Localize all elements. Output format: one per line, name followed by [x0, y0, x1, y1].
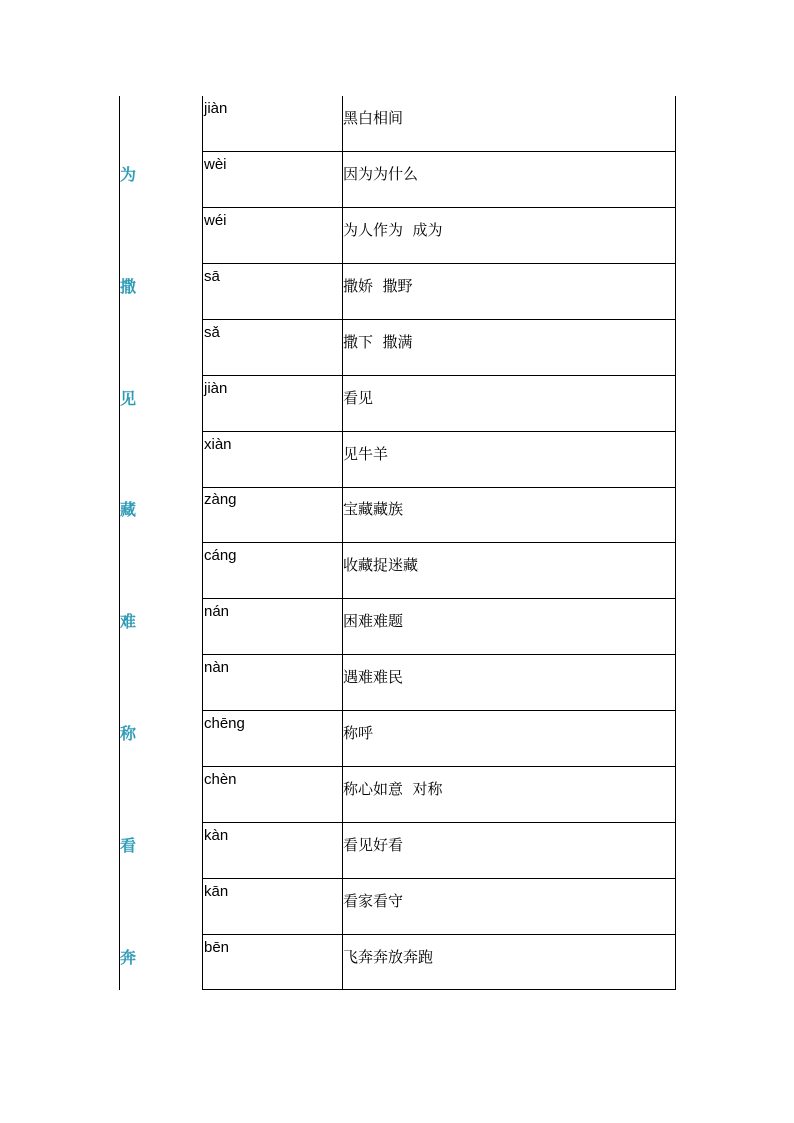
words-cell: 遇难难民	[343, 668, 404, 686]
row-divider	[202, 654, 676, 655]
pinyin-cell: chèn	[204, 771, 237, 788]
table-pinyin-border	[202, 96, 203, 990]
pinyin-cell: kān	[204, 883, 229, 900]
character-cell: 看	[120, 836, 137, 855]
row-divider	[202, 263, 676, 264]
words-cell: 称呼	[343, 724, 374, 742]
row-divider	[202, 710, 676, 711]
words-cell: 称心如意 对称	[343, 780, 443, 798]
words-cell: 宝藏藏族	[343, 500, 404, 518]
row-divider	[202, 766, 676, 767]
character-cell: 藏	[120, 500, 137, 519]
character-cell: 为	[120, 165, 137, 184]
pinyin-cell: jiàn	[204, 380, 228, 397]
pinyin-cell: nán	[204, 603, 230, 620]
words-cell: 看见好看	[343, 836, 404, 854]
character-cell: 撒	[120, 277, 137, 296]
row-divider	[202, 934, 676, 935]
words-cell: 困难难题	[343, 612, 404, 630]
row-divider	[202, 375, 676, 376]
pinyin-cell: jiàn	[204, 100, 228, 117]
pinyin-cell: nàn	[204, 659, 230, 676]
words-cell: 看见	[343, 389, 374, 407]
character-cell: 奔	[120, 948, 137, 967]
words-cell: 因为为什么	[343, 165, 419, 183]
row-divider	[202, 319, 676, 320]
words-cell: 飞奔奔放奔跑	[343, 948, 434, 966]
pinyin-cell: wéi	[204, 212, 227, 229]
words-cell: 撒娇 撒野	[343, 277, 413, 295]
character-cell: 称	[120, 724, 137, 743]
pinyin-cell: xiàn	[204, 436, 232, 453]
table-bottom-border	[202, 989, 676, 990]
words-cell: 黑白相间	[343, 109, 404, 127]
character-cell: 见	[120, 389, 137, 408]
pinyin-cell: zàng	[204, 491, 237, 508]
words-cell: 为人作为 成为	[343, 221, 443, 239]
table-right-border	[675, 96, 676, 990]
pinyin-cell: sǎ	[204, 324, 220, 341]
pinyin-cell: chēng	[204, 715, 245, 732]
pinyin-cell: cáng	[204, 547, 237, 564]
words-cell: 撒下 撒满	[343, 333, 413, 351]
words-cell: 看家看守	[343, 892, 404, 910]
row-divider	[202, 878, 676, 879]
row-divider	[202, 598, 676, 599]
row-divider	[202, 207, 676, 208]
row-divider	[202, 822, 676, 823]
words-cell: 收藏捉迷藏	[343, 556, 419, 574]
words-cell: 见牛羊	[343, 445, 389, 463]
row-divider	[202, 542, 676, 543]
row-divider	[202, 431, 676, 432]
row-divider	[202, 487, 676, 488]
table-left-border	[119, 96, 120, 990]
pinyin-cell: sā	[204, 268, 220, 285]
character-cell: 难	[120, 612, 137, 631]
row-divider	[202, 151, 676, 152]
pinyin-cell: kàn	[204, 827, 229, 844]
pinyin-cell: wèi	[204, 156, 227, 173]
pinyin-cell: bēn	[204, 939, 230, 956]
